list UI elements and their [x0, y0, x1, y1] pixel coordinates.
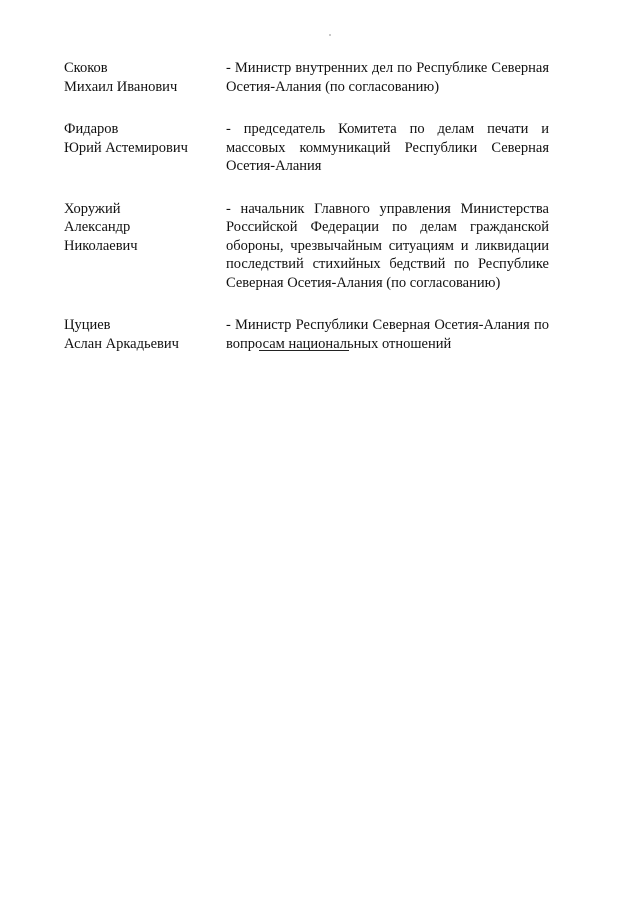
member-name [64, 59, 226, 96]
member-role: - Министр Республики Северная Осетия-Алания по вопросам национальных отношений [226, 317, 549, 352]
member-name [64, 200, 226, 293]
member-entry [64, 120, 549, 176]
member-role: - Министр внутренних дел по Республике Северная Осетия-Алания (по согласованию) [226, 60, 549, 95]
member-surname: Скоков [64, 60, 108, 76]
member-given-names: Аслан Аркадьевич [64, 335, 179, 352]
member-given-names: Юрий Астемирович [64, 139, 188, 156]
member-name [64, 120, 226, 176]
member-patronymic: Николаевич [64, 237, 138, 254]
member-surname: Цуциев [64, 317, 111, 333]
member-entry [64, 316, 549, 353]
member-entry [64, 59, 549, 96]
member-entry [64, 200, 549, 293]
member-surname: Хоружий [64, 200, 121, 217]
member-surname: Фидаров [64, 121, 119, 137]
members-list [64, 59, 549, 353]
member-role: - председатель Комитета по делам печати и массовых коммуникаций Республики Северная Осетия-Алания [226, 121, 549, 174]
member-given-names: Михаил Иванович [64, 78, 178, 95]
closing-rule [259, 350, 349, 351]
member-first-name: Александр [64, 219, 131, 235]
scan-speck [329, 34, 331, 36]
member-name [64, 316, 226, 353]
member-role: - начальник Главного управления Министерства Российской Федерации по делам гражданской обороны, чрезвычайным ситуациям и ликвидации последствий стихийных бедствий по Республике Северная Осетия-Алания (по согласованию) [226, 200, 549, 291]
